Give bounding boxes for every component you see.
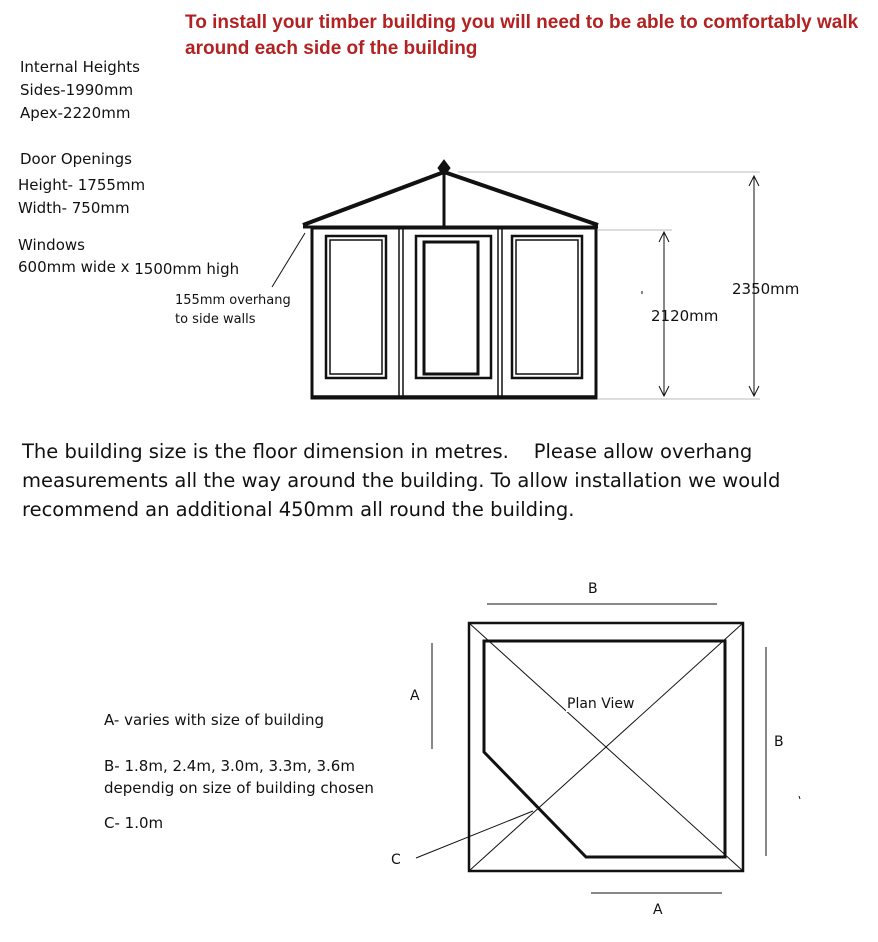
internal-heights-apex: Apex-2220mm	[20, 104, 131, 122]
door-openings-title: Door Openings	[20, 150, 132, 168]
plan-label-c: C	[391, 852, 401, 868]
total-height-dimension: 2350mm	[732, 280, 800, 298]
note-line2: measurements all the way around the building. To allow installation we would	[22, 469, 781, 492]
door-openings-width: Width- 750mm	[18, 199, 130, 217]
wall-height-dimension: 2120mm	[651, 307, 719, 325]
plan-label-b-right: B	[774, 734, 784, 750]
door-openings-height: Height- 1755mm	[18, 176, 146, 194]
overhang-note-line2: to side walls	[175, 312, 256, 327]
legend-c: C- 1.0m	[104, 814, 164, 832]
plan-label-a-bottom: A	[653, 902, 663, 918]
windows-size-suffix: 1500mm high	[134, 260, 240, 278]
internal-heights-title: Internal Heights	[20, 58, 140, 76]
legend-a: A- varies with size of building	[104, 711, 325, 729]
plan-label-a-left: A	[410, 688, 420, 704]
note-line1-b: Please allow overhang	[533, 440, 753, 463]
legend-b-line1: B- 1.8m, 2.4m, 3.0m, 3.3m, 3.6m	[104, 757, 355, 775]
plan-view-title: Plan View	[567, 696, 635, 712]
install-warning-line2: around each side of the building	[185, 38, 478, 59]
legend-b-line2: dependig on size of building chosen	[104, 779, 374, 797]
plan-label-b-top: B	[588, 581, 598, 597]
note-line1-a: The building size is the floor dimension in metres.	[22, 440, 509, 463]
windows-title: Windows	[18, 236, 85, 254]
overhang-note-line1: 155mm overhang	[175, 293, 291, 308]
note-line3: recommend an additional 450mm all round the building.	[22, 498, 575, 521]
windows-size-prefix: 600mm wide x	[18, 258, 130, 276]
internal-heights-sides: Sides-1990mm	[20, 81, 134, 99]
install-warning-line1: To install your timber building you will need to be able to comfortably walk	[185, 12, 859, 33]
